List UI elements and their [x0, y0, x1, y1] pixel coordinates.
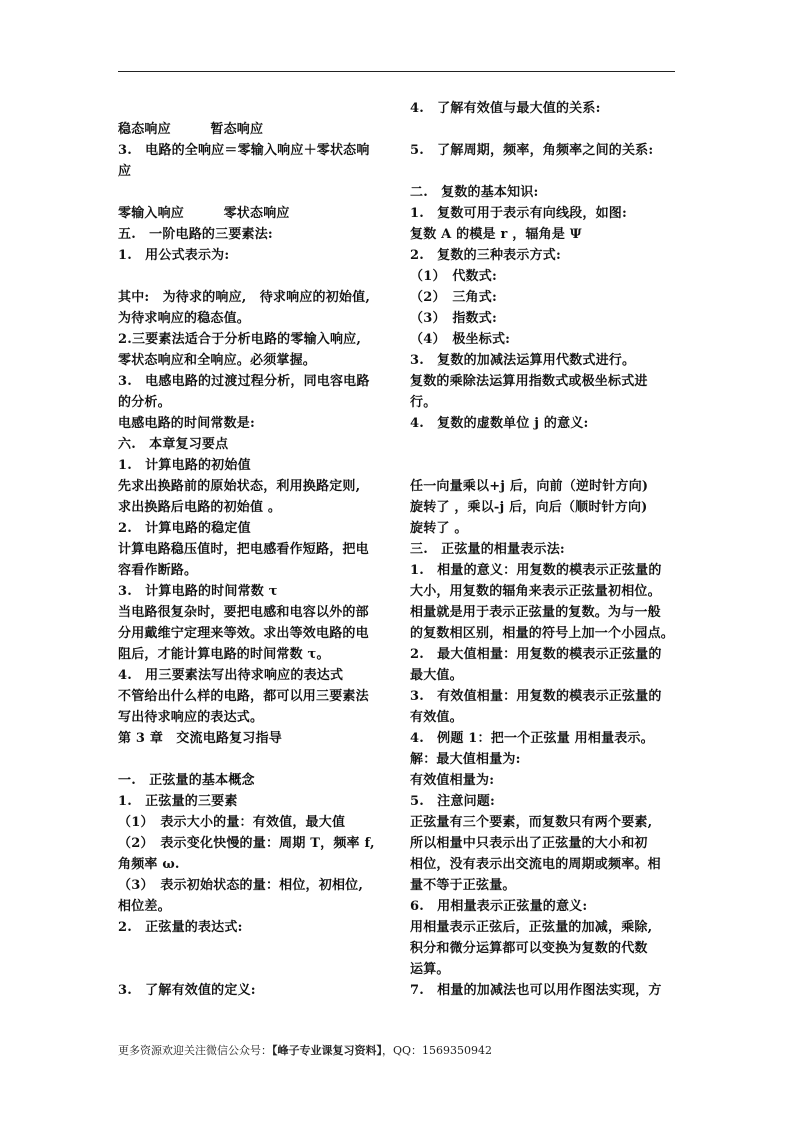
left-column-line: 容看作断路。 [118, 563, 198, 578]
left-column-line: 计算电路稳压值时，把电感看作短路，把电 [118, 542, 369, 557]
left-column-line: 3. 电路的全响应＝零输入响应＋零状态响 [118, 143, 370, 158]
left-column-line [118, 959, 390, 980]
right-column-line: 用相量表示正弦后，正弦量的加减，乘除, [410, 920, 653, 935]
right-column-line: 相位，没有表示出交流电的周期或频率。相 [410, 857, 661, 872]
right-column-line [410, 455, 678, 476]
header-rule [118, 71, 675, 72]
right-column-line: 5. 了解周期，频率，角频率之间的关系: [410, 143, 654, 158]
right-column-line: 5. 注意问题: [410, 794, 495, 809]
right-column-line: 所以相量中只表示出了正弦量的大小和初 [410, 836, 648, 851]
right-column-line: 2. 最大值相量：用复数的模表示正弦量的 [410, 647, 662, 662]
right-column-line: 旋转了 。 [410, 521, 468, 536]
left-column-line: 2. 正弦量的表达式: [118, 920, 243, 935]
right-column-line: （1） 代数式: [410, 269, 497, 284]
right-column-line: 复数的乘除法运算用指数式或极坐标式进 [410, 374, 648, 389]
right-column-line [410, 119, 678, 140]
left-column-line: 4. 用三要素法写出待求响应的表达式 [118, 668, 344, 683]
right-column-line: 3. 复数的加减法运算用代数式进行。 [410, 353, 636, 368]
right-column-line: 2. 复数的三种表示方式: [410, 248, 561, 263]
right-column-line: 1. 相量的意义：用复数的模表示正弦量的 [410, 563, 662, 578]
left-column-line: 应 [118, 164, 132, 179]
left-column-line: 先求出换路前的原始状态，利用换路定则, [118, 479, 361, 494]
right-column-line: 任一向量乘以+j 后，向前（逆时针方向) [410, 479, 649, 494]
left-column-line: 2.三要素法适合于分析电路的零输入响应, [118, 332, 362, 347]
left-column-line: 阻后，才能计算电路的时间常数 τ。 [118, 647, 330, 662]
right-column-line: 3. 有效值相量：用复数的模表示正弦量的 [410, 689, 662, 704]
right-column-line: （2） 三角式: [410, 290, 497, 305]
right-column-line: 运算。 [410, 962, 450, 977]
left-column-line: 写出待求响应的表达式。 [118, 710, 264, 725]
left-column-line: 2. 计算电路的稳定值 [118, 521, 251, 536]
left-column-line: 求出换路后电路的初始值 。 [118, 500, 282, 515]
right-column-line: 6. 用相量表示正弦量的意义: [410, 899, 588, 914]
left-column-line: （3） 表示初始状态的量：相位，初相位, [118, 878, 364, 893]
footer-prefix: 更多资源欢迎关注微信公众号： [118, 1044, 272, 1057]
left-column-line: 零状态响应和全响应。必须掌握。 [118, 353, 317, 368]
left-column-line [118, 266, 390, 287]
footer-brand: 【峰子专业课复习资料】 [272, 1044, 382, 1057]
right-column-line: 7. 相量的加减法也可以用作图法实现，方 [410, 983, 662, 998]
left-column-line [118, 938, 390, 959]
left-column-line: 角频率 ω. [118, 857, 180, 872]
left-column-line [118, 98, 390, 119]
left-column-line: 第 3 章 交流电路复习指导 [118, 731, 282, 746]
left-column-line: 3. 计算电路的时间常数 τ [118, 584, 278, 599]
left-column-line [118, 182, 390, 203]
right-column-line: 4. 例题 1：把一个正弦量 用相量表示。 [410, 731, 654, 746]
left-column-line: 为待求响应的稳态值。 [118, 311, 251, 326]
footer-note [118, 1042, 492, 1058]
left-column-line: （1） 表示大小的量：有效值，最大值 [118, 815, 346, 830]
right-column-line: （4） 极坐标式: [410, 332, 511, 347]
left-column-line: 1. 用公式表示为: [118, 248, 230, 263]
left-column-line: 3. 电感电路的过渡过程分析，同电容电路 [118, 374, 370, 389]
right-column-line: 量不等于正弦量。 [410, 878, 516, 893]
left-column-line: 分用戴维宁定理来等效。求出等效电路的电 [118, 626, 369, 641]
left-column-line: （2） 表示变化快慢的量：周期 T，频率 f, [118, 836, 375, 851]
left-column-line: 1. 计算电路的初始值 [118, 458, 251, 473]
right-column-line: 复数 A 的模是 r ，辐角是 Ψ [410, 227, 582, 242]
right-column-line: 最大值。 [410, 668, 463, 683]
left-column-line: 五. 一阶电路的三要素法: [118, 227, 273, 242]
left-column-line: 稳态响应 暂态响应 [118, 122, 264, 137]
right-column-line: 的复数相区别，相量的符号上加一个小园点。 [410, 626, 675, 641]
left-column-line: 不管给出什么样的电路，都可以用三要素法 [118, 689, 369, 704]
footer-qq: ，QQ：1569350942 [382, 1044, 493, 1057]
left-column-line: 电感电路的时间常数是: [118, 416, 255, 431]
right-column-line: 4. 复数的虚数单位 j 的意义: [410, 416, 589, 431]
left-column-line: 当电路很复杂时，要把电感和电容以外的部 [118, 605, 369, 620]
right-column-line: 大小，用复数的辐角来表示正弦量初相位。 [410, 584, 661, 599]
right-column-line: 1. 复数可用于表示有向线段，如图: [410, 206, 627, 221]
left-column-line: 六. 本章复习要点 [118, 437, 229, 452]
left-column-line: 零输入响应 零状态响应 [118, 206, 290, 221]
left-column-line: 一. 正弦量的基本概念 [118, 773, 255, 788]
left-column-line: 相位差。 [118, 899, 171, 914]
right-column-line: 相量就是用于表示正弦量的复数。为与一般 [410, 605, 661, 620]
right-column-line: 正弦量有三个要素，而复数只有两个要素, [410, 815, 653, 830]
right-column [410, 98, 678, 1001]
right-column-line: 4. 了解有效值与最大值的关系: [410, 101, 601, 116]
left-column-line [118, 749, 390, 770]
right-column-line: （3） 指数式: [410, 311, 497, 326]
right-column-line: 解：最大值相量为: [410, 752, 521, 767]
right-column-line: 有效值。 [410, 710, 463, 725]
left-column-line: 其中: 为待求的响应, 待求响应的初始值, [118, 290, 371, 305]
right-column-line: 行。 [410, 395, 437, 410]
right-column-line: 三. 正弦量的相量表示法: [410, 542, 565, 557]
right-column-line [410, 434, 678, 455]
right-column-line: 积分和微分运算都可以变换为复数的代数 [410, 941, 648, 956]
right-column-line [410, 161, 678, 182]
right-column-line: 旋转了 ，乘以-j 后，向后（顺时针方向) [410, 500, 648, 515]
right-column-line: 有效值相量为: [410, 773, 495, 788]
left-column [118, 98, 390, 1001]
left-column-line: 的分析。 [118, 395, 171, 410]
right-column-line: 二. 复数的基本知识: [410, 185, 539, 200]
left-column-line: 1. 正弦量的三要素 [118, 794, 238, 809]
left-column-line: 3. 了解有效值的定义: [118, 983, 256, 998]
